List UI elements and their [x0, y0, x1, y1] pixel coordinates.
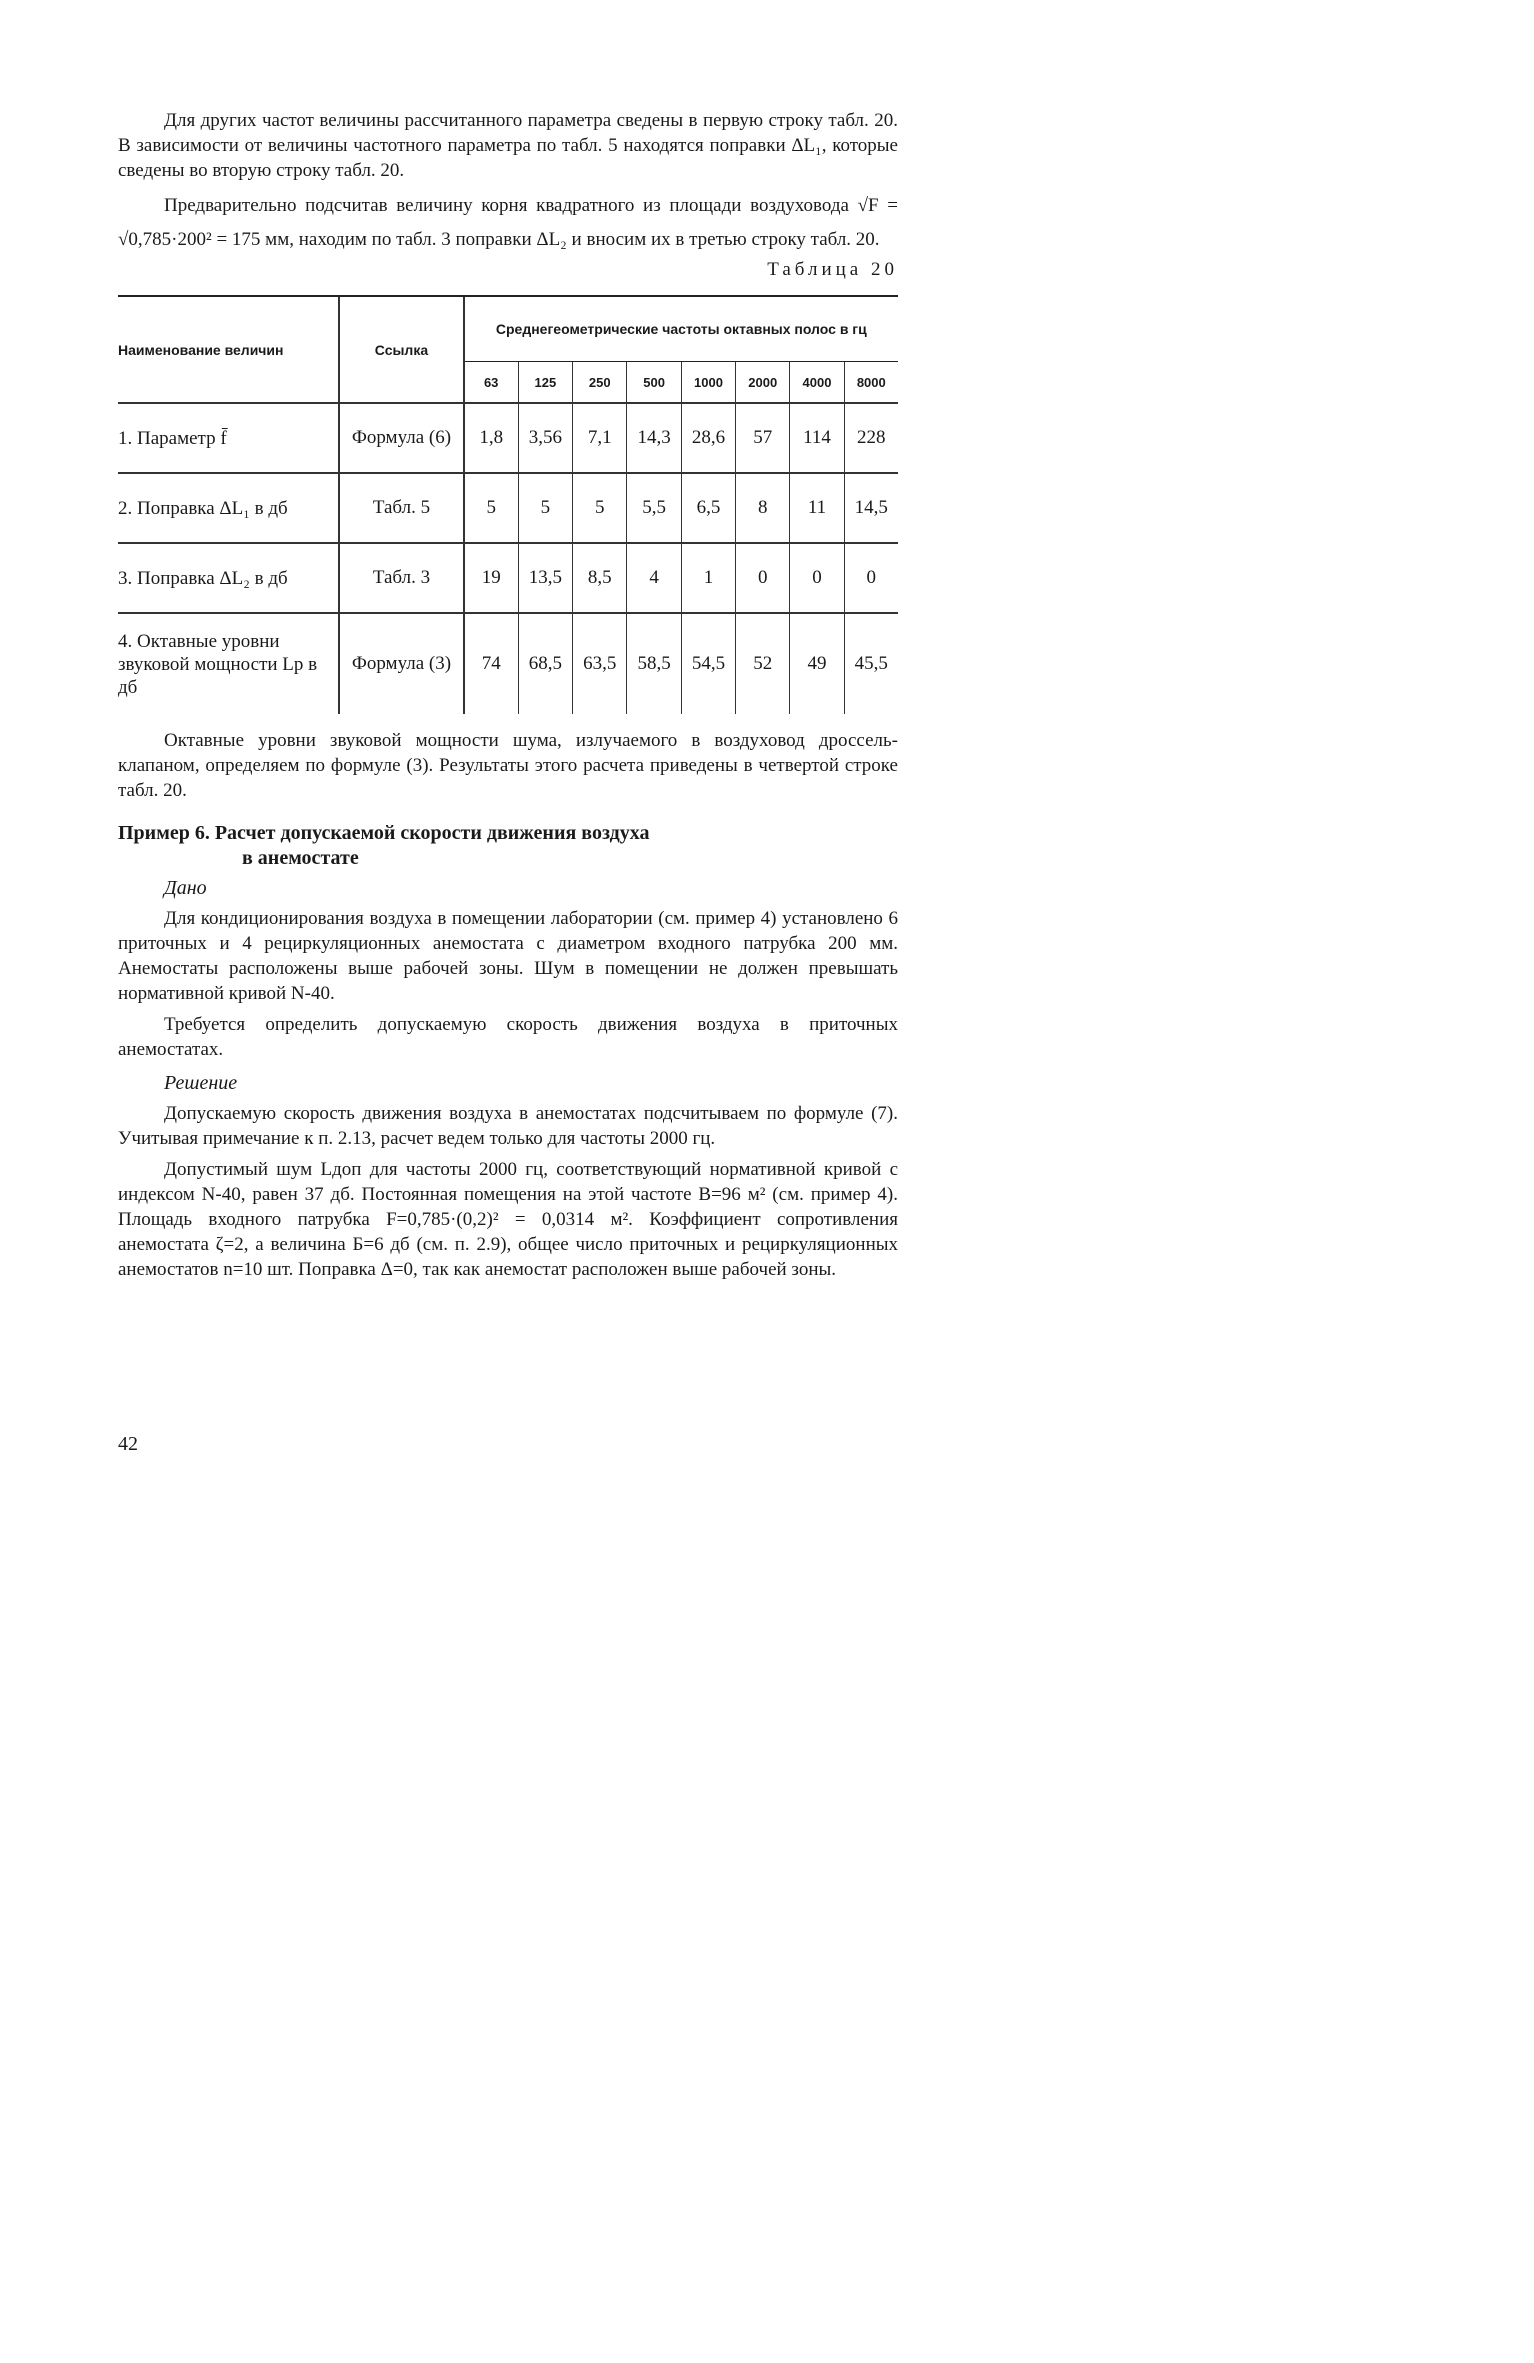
cell-value: 1,8 — [464, 403, 519, 473]
cell-value: 5 — [573, 473, 627, 543]
freq-header: 2000 — [736, 362, 790, 404]
cell-value: 52 — [736, 613, 790, 714]
page-body — [118, 108, 898, 1282]
cell-value: 13,5 — [518, 543, 572, 613]
row-ref: Формула (6) — [339, 403, 463, 473]
example-heading-line2: в анемостате — [242, 847, 359, 869]
cell-value: 114 — [790, 403, 844, 473]
solution-label: Решение — [164, 1072, 238, 1094]
given-text: Для кондиционирования воздуха в помещении лаборатории (см. пример 4) установлено 6 приточных и 4 рециркуляционных анемостата с диаметром входного патрубка 200 мм. Анемостаты расположены выше рабочей зоны. Шум в помещении не должен превышать нормативной кривой N-40. — [118, 908, 898, 1004]
sqrt-formula: √F = √0,785·200² = 175 мм, — [118, 195, 898, 250]
cell-value: 14,5 — [844, 473, 898, 543]
cell-value: 0 — [790, 543, 844, 613]
cell-value: 57 — [736, 403, 790, 473]
cell-value: 6,5 — [681, 473, 735, 543]
cell-value: 28,6 — [681, 403, 735, 473]
table-row — [118, 473, 898, 543]
cell-value: 11 — [790, 473, 844, 543]
cell-value: 58,5 — [627, 613, 681, 714]
col-header-ref: Ссылка — [339, 296, 463, 403]
cell-value: 14,3 — [627, 403, 681, 473]
solution-text-1: Допускаемую скорость движения воздуха в анемостатах подсчитываем по формуле (7). Учитывая примечание к п. 2.13, расчет ведем только для частоты 2000 гц. — [118, 1103, 898, 1149]
table-row — [118, 403, 898, 473]
cell-value: 5,5 — [627, 473, 681, 543]
paragraph-1: Для других частот величины рассчитанного параметра сведены в первую строку табл. 20. В зависимости от величины частотного параметра по табл. 5 находятся поправки ΔL₁, которые сведены во вторую строку табл. 20. — [118, 110, 898, 181]
row-name: 2. Поправка ΔL₁ в дб — [118, 473, 339, 543]
cell-value: 7,1 — [573, 403, 627, 473]
cell-value: 5 — [464, 473, 519, 543]
row-ref: Табл. 3 — [339, 543, 463, 613]
freq-header: 4000 — [790, 362, 844, 404]
cell-value: 4 — [627, 543, 681, 613]
row-ref: Табл. 5 — [339, 473, 463, 543]
cell-value: 45,5 — [844, 613, 898, 714]
page-number: 42 — [118, 1433, 138, 1455]
freq-header: 250 — [573, 362, 627, 404]
cell-value: 228 — [844, 403, 898, 473]
freq-header: 8000 — [844, 362, 898, 404]
paragraph-2 — [118, 189, 898, 257]
solution-text-2: Допустимый шум Lдоп для частоты 2000 гц, соответствующий нормативной кривой с индексом N-40, равен 37 дб. Постоянная помещения на этой частоте B=96 м² (см. пример 4). Площадь входного патрубка F=0,785·(0,2)² = 0,0314 м². Коэффициент сопротивления анемостата ζ=2, а величина Б=6 дб (см. п. 2.9), общее число приточных и рециркуляционных анемостатов n=10 шт. Поправка Δ=0, так как анемостат расположен выше рабочей зоны. — [118, 1159, 898, 1280]
cell-value: 74 — [464, 613, 519, 714]
cell-value: 8,5 — [573, 543, 627, 613]
freq-header: 500 — [627, 362, 681, 404]
example-heading — [118, 821, 898, 871]
table-row — [118, 543, 898, 613]
cell-value: 8 — [736, 473, 790, 543]
cell-value: 5 — [518, 473, 572, 543]
cell-value: 49 — [790, 613, 844, 714]
given-label: Дано — [164, 877, 207, 899]
paragraph-2-end: находим по табл. 3 поправки ΔL₂ и вносим их в третью строку табл. 20. — [298, 229, 880, 250]
table-caption: Таблица 20 — [767, 259, 898, 280]
row-name: 3. Поправка ΔL₂ в дб — [118, 543, 339, 613]
table-row — [118, 613, 898, 714]
row-name: 4. Октавные уровни звуковой мощности Lр в дб — [118, 613, 339, 714]
cell-value: 19 — [464, 543, 519, 613]
col-header-frequencies: Среднегеометрические частоты октавных полос в гц — [464, 296, 898, 362]
cell-value: 0 — [844, 543, 898, 613]
freq-header: 1000 — [681, 362, 735, 404]
example-heading-line1: Пример 6. Расчет допускаемой скорости движения воздуха — [118, 822, 650, 844]
cell-value: 3,56 — [518, 403, 572, 473]
cell-value: 54,5 — [681, 613, 735, 714]
freq-header: 63 — [464, 362, 519, 404]
row-ref: Формула (3) — [339, 613, 463, 714]
freq-header: 125 — [518, 362, 572, 404]
cell-value: 0 — [736, 543, 790, 613]
row-name: 1. Параметр f̄ — [118, 403, 339, 473]
col-header-name: Наименование величин — [118, 296, 339, 403]
required-text: Требуется определить допускаемую скорость движения воздуха в приточных анемостатах. — [118, 1014, 898, 1060]
cell-value: 68,5 — [518, 613, 572, 714]
cell-value: 1 — [681, 543, 735, 613]
cell-value: 63,5 — [573, 613, 627, 714]
paragraph-2-start: Предварительно подсчитав величину корня квадратного из площади воздуховода — [164, 195, 849, 216]
table-20 — [118, 295, 898, 714]
paragraph-after-table: Октавные уровни звуковой мощности шума, излучаемого в воздуховод дроссель-клапаном, определяем по формуле (3). Результаты этого расчета приведены в четвертой строке табл. 20. — [118, 730, 898, 801]
